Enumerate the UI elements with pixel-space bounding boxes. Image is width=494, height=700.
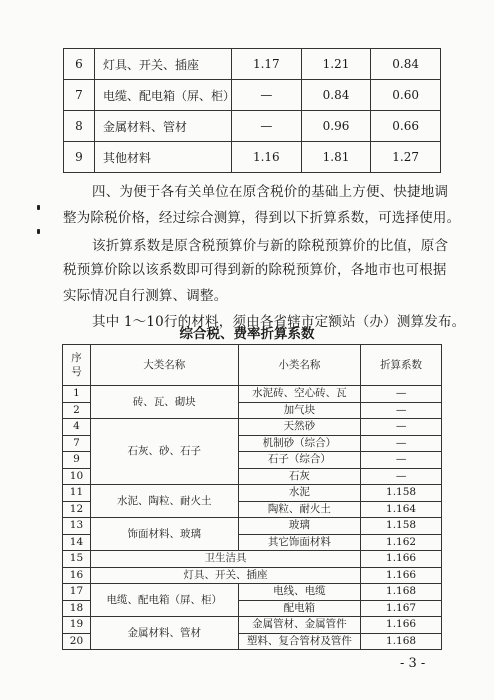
factor-cell: — xyxy=(361,468,442,485)
subcategory-cell: 电线、电缆 xyxy=(238,584,361,601)
subcategory-cell: 玻璃 xyxy=(238,518,361,535)
subcategory-cell: 金属管材、金属管件 xyxy=(238,617,361,634)
category-cell: 灯具、开关、插座 xyxy=(90,567,360,584)
table-row xyxy=(64,49,441,80)
subcategory-cell: 水泥 xyxy=(238,485,361,502)
seq-cell: 20 xyxy=(63,633,91,650)
table-row xyxy=(64,111,441,142)
paragraph-line: 其中 1～10行的材料，须由各省辖市定额站（办）测算发布。 xyxy=(92,314,466,330)
factor-cell: 1.168 xyxy=(361,633,442,650)
value-1: — xyxy=(232,80,302,111)
paragraph-line: 实际情况自行测算、调整。 xyxy=(63,288,228,304)
table-title: 综合税、费率折算系数 xyxy=(179,326,315,342)
seq-cell: 14 xyxy=(63,534,91,551)
subcategory-cell: 机制砂（综合） xyxy=(238,435,361,452)
value-2: 1.21 xyxy=(301,49,371,80)
seq-cell: 1 xyxy=(63,386,91,403)
seq-cell: 2 xyxy=(63,402,91,419)
category-cell: 电缆、配电箱（屏、柜） xyxy=(90,584,238,617)
table-row xyxy=(63,386,442,403)
paragraph-line: 该折算系数是原含税预算价与新的除税预算价的比值，原含 xyxy=(92,238,449,254)
subcategory-cell: 其它饰面材料 xyxy=(238,534,361,551)
value-3: 0.84 xyxy=(371,49,441,80)
value-3: 0.60 xyxy=(371,80,441,111)
category-cell: 石灰、砂、石子 xyxy=(90,419,238,485)
category-cell: 金属材料、管材 xyxy=(90,617,238,650)
material-name: 电缆、配电箱（屏、柜） xyxy=(95,80,232,111)
factor-cell: 1.162 xyxy=(361,534,442,551)
paragraph-line: 四、为便于各有关单位在原含税价的基础上方便、快捷地调 xyxy=(92,184,449,200)
subcategory-cell: 配电箱 xyxy=(238,600,361,617)
table-row xyxy=(63,567,442,584)
category-cell: 水泥、陶粒、耐火土 xyxy=(90,485,238,518)
paragraph-line: 税预算价除以该系数即可得到新的除税预算价，各地市也可根据 xyxy=(63,262,447,278)
seq-cell: 10 xyxy=(63,468,91,485)
factor-cell: — xyxy=(361,435,442,452)
factor-cell: — xyxy=(361,386,442,403)
header-subcategory: 小类名称 xyxy=(238,345,361,386)
row-number: 6 xyxy=(64,49,95,80)
factor-cell: 1.166 xyxy=(361,617,442,634)
table-row xyxy=(63,518,442,535)
seq-cell: 13 xyxy=(63,518,91,535)
value-2: 1.81 xyxy=(301,142,371,173)
seq-cell: 12 xyxy=(63,501,91,518)
value-2: 0.96 xyxy=(301,111,371,142)
value-1: 1.16 xyxy=(232,142,302,173)
paragraph-line: 整为除税价格，经过综合测算，得到以下折算系数，可选择使用。 xyxy=(63,210,461,226)
table-row xyxy=(64,80,441,111)
scan-mark xyxy=(37,229,40,234)
factor-cell: — xyxy=(361,452,442,469)
conversion-factor-table xyxy=(62,344,442,650)
factor-cell: — xyxy=(361,419,442,436)
seq-cell: 17 xyxy=(63,584,91,601)
table-header-row xyxy=(63,345,442,386)
table-row xyxy=(63,551,442,568)
table-row xyxy=(63,617,442,634)
seq-cell: 4 xyxy=(63,419,91,436)
factor-cell: 1.158 xyxy=(361,485,442,502)
scan-mark xyxy=(37,205,40,210)
subcategory-cell: 加气块 xyxy=(238,402,361,419)
material-name: 其他材料 xyxy=(95,142,232,173)
subcategory-cell: 天然砂 xyxy=(238,419,361,436)
material-name: 灯具、开关、插座 xyxy=(95,49,232,80)
row-number: 9 xyxy=(64,142,95,173)
table-row xyxy=(63,584,442,601)
seq-cell: 19 xyxy=(63,617,91,634)
seq-cell: 16 xyxy=(63,567,91,584)
subcategory-cell: 石子（综合） xyxy=(238,452,361,469)
factor-cell: 1.166 xyxy=(361,551,442,568)
header-seq: 序号 xyxy=(63,345,91,386)
subcategory-cell: 水泥砖、空心砖、瓦 xyxy=(238,386,361,403)
table-row xyxy=(63,419,442,436)
material-name: 金属材料、管材 xyxy=(95,111,232,142)
subcategory-cell: 塑料、复合管材及管件 xyxy=(238,633,361,650)
category-cell: 饰面材料、玻璃 xyxy=(90,518,238,551)
top-factor-table xyxy=(63,48,441,173)
subcategory-cell: 陶粒、耐火土 xyxy=(238,501,361,518)
row-number: 8 xyxy=(64,111,95,142)
seq-cell: 11 xyxy=(63,485,91,502)
factor-cell: 1.166 xyxy=(361,567,442,584)
header-factor: 折算系数 xyxy=(361,345,442,386)
seq-cell: 7 xyxy=(63,435,91,452)
seq-cell: 18 xyxy=(63,600,91,617)
value-3: 1.27 xyxy=(371,142,441,173)
row-number: 7 xyxy=(64,80,95,111)
factor-cell: 1.164 xyxy=(361,501,442,518)
category-cell: 砖、瓦、砌块 xyxy=(90,386,238,419)
seq-cell: 15 xyxy=(63,551,91,568)
value-1: 1.17 xyxy=(232,49,302,80)
factor-cell: 1.158 xyxy=(361,518,442,535)
value-2: 0.84 xyxy=(301,80,371,111)
table-row xyxy=(63,485,442,502)
header-category: 大类名称 xyxy=(90,345,238,386)
category-cell: 卫生洁具 xyxy=(90,551,360,568)
factor-cell: 1.167 xyxy=(361,600,442,617)
factor-cell: — xyxy=(361,402,442,419)
subcategory-cell: 石灰 xyxy=(238,468,361,485)
factor-cell: 1.168 xyxy=(361,584,442,601)
value-3: 0.66 xyxy=(371,111,441,142)
value-1: — xyxy=(232,111,302,142)
page-number: - 3 - xyxy=(400,656,426,671)
table-row xyxy=(64,142,441,173)
seq-cell: 9 xyxy=(63,452,91,469)
